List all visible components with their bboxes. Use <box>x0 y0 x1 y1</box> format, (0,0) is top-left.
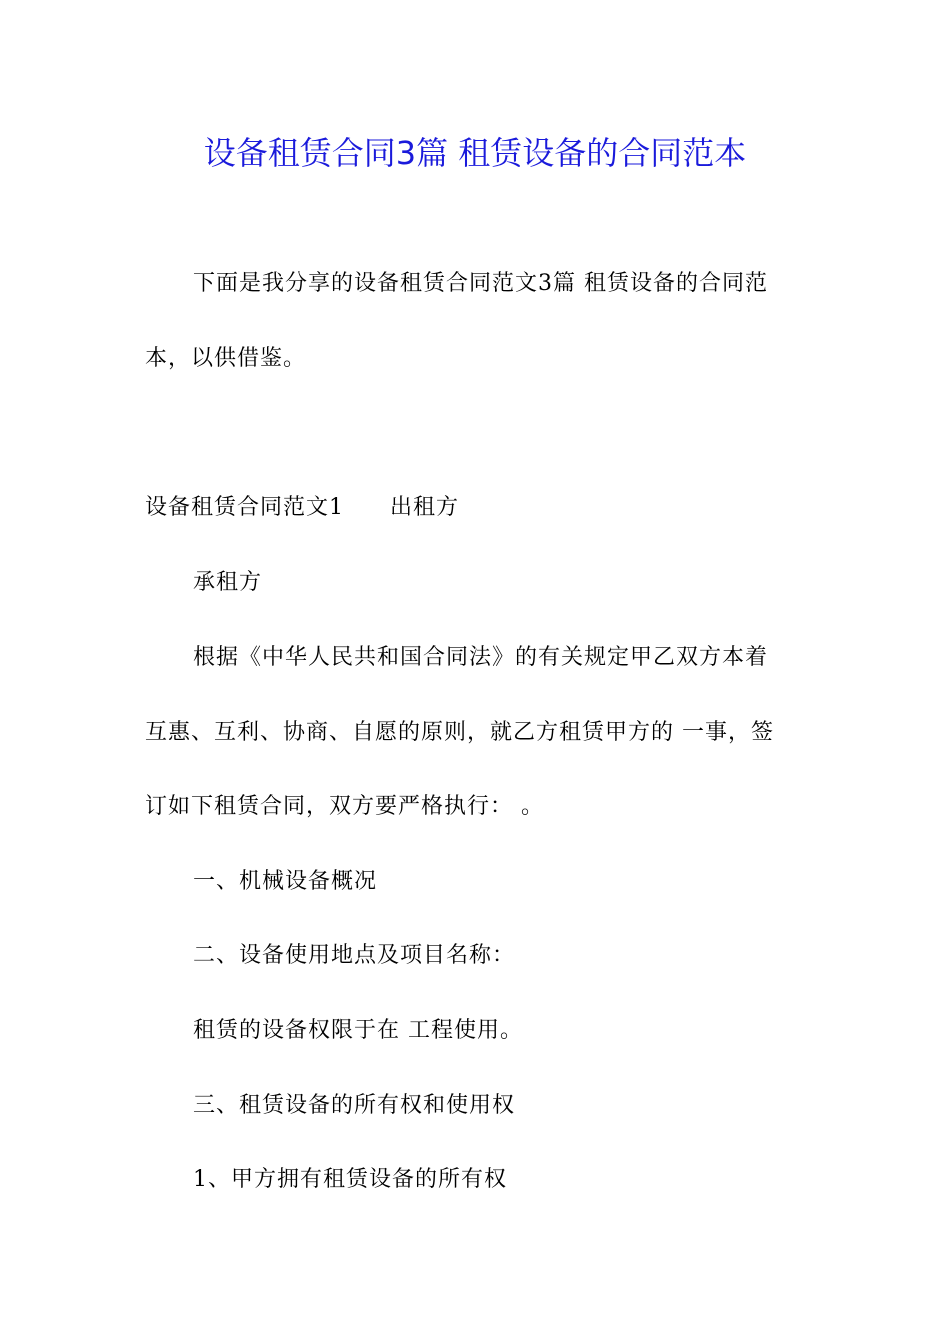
section-heading-row <box>145 488 459 528</box>
clause-2-detail: 租赁的设备权限于在 工程使用。 <box>193 1018 523 1043</box>
paragraph-line-3: 订如下租赁合同，双方要严格执行： 。 <box>145 794 544 819</box>
lessee-label: 承租方 <box>193 570 263 595</box>
lessor-label: 出租方 <box>390 495 460 520</box>
intro-line-2: 本，以供借鉴。 <box>145 346 307 371</box>
intro-line-1: 下面是我分享的设备租赁合同范文3篇 租赁设备的合同范 <box>193 271 768 296</box>
paragraph-line-1: 根据《中华人民共和国合同法》的有关规定甲乙双方本着 <box>193 645 769 670</box>
document-title: 设备租赁合同3篇 租赁设备的合同范本 <box>203 134 747 172</box>
section-heading: 设备租赁合同范文1 <box>145 495 344 520</box>
paragraph-line-2: 互惠、互利、协商、自愿的原则，就乙方租赁甲方的 一事，签 <box>145 720 774 745</box>
clause-1: 一、机械设备概况 <box>193 869 378 894</box>
clause-2: 二、设备使用地点及项目名称： <box>193 943 516 968</box>
clause-3-sub-1: 1、甲方拥有租赁设备的所有权 <box>193 1167 507 1192</box>
clause-3: 三、租赁设备的所有权和使用权 <box>193 1093 516 1118</box>
